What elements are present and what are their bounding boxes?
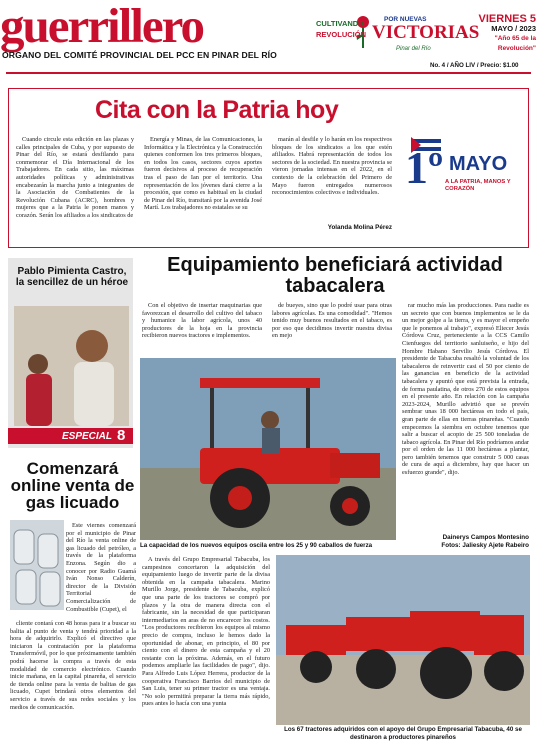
tobacco-col-4-text: A través del Grupo Empresarial Tabacuba, los campesinos concertaron la adquisición del equipamiento luego de invertir parte de la divisa obtenida en la campaña tabacalera. Marino Murillo Jorge, presidente de Tabacuba, explicó que una parte de los tractores se compró por plazos y la otra de manera directa con el fabricante, sin la necesidad de que participaran intermediarios en aras de no encarecer los costos. "Los productores recibieron los equipos al mismo precio de compra, incluso le hemos dado la oportunidad de abonar, en principio, el 80 por ciento con el dinero de esta campaña y el 20 restante con la próxima. Además, en el futuro podemos ampliarle las facilidades de pago", dijo. Para Alfredo Luis López Herrera, productor de la cooperativa Francisco Barrios del municipio de San Luis, tener su primer tractor es una ventaja. "No solo permitirá preparar la tierra más rápido, pues antes lo hacía con una yunta — [142, 556, 270, 708]
page-reference: 8 — [117, 427, 126, 444]
campaign-left-1: CULTIVANDO — [316, 19, 365, 28]
sidebar-title[interactable]: Pablo Pimienta Castro, la sencillez de un héroe — [15, 266, 129, 288]
credit-photographer: Fotos: Jaliesky Ajete Rabeiro — [441, 542, 529, 549]
campaign-left-2: REVOLUCIÓN — [316, 30, 367, 39]
issue-day: VIERNES 5 — [478, 13, 536, 25]
anniversary-label: "Año 65 de la Revolución" — [494, 35, 536, 52]
tobacco-col-1-text: Con el objetivo de insertar maquinarias que favorezcan el desarrollo del cultivo del tabaco y humanice la labor agrícola, unos 40 productores de la hoja en la provincia recibieron nuevos tractores e implementos. — [142, 302, 262, 340]
campaign-main: VICTORIAS — [372, 22, 480, 43]
photo-caption-2: Los 67 tractores adquiridos con el apoyo del Grupo Empresarial Tabacuba, 40 se destinaron a productores pinareños — [284, 726, 522, 741]
lead-col-1 — [16, 136, 134, 220]
tractor-photo-1 — [140, 358, 396, 540]
story-credit — [404, 534, 529, 550]
masthead-rule — [6, 72, 531, 74]
gas-col-2-text: cliente contará con 48 horas para ir a buscar su balita al punto de venta y tendrá prioridad a la hora de adquirirlo. Explicó el directivo que iniciaron la contratación por la plataforma Transfermóvil, por lo que próximamente también podrá hacerse la compra a través de esta modalidad de comercio electrónico. Cuando inicie mañana, en la capital pinareña, el servicio de tienda online para la venta de balitas de gas licuado, Cupet brindará otros elementos del servicio a través de sus redes sociales y los medios de comunicación. — [10, 620, 136, 711]
portrait-illustration — [14, 306, 129, 426]
gas-cylinders-photo — [10, 520, 64, 610]
credit-author: Dainerys Campos Montesino — [442, 534, 529, 541]
lead-col-2-text: Energía y Minas, de las Comunicaciones, la Informática y la Electrónica y la Construcción quienes conformen los tres primeros bloques, en todos los casos, sectores cuyos aportes fueron decisivos al proceso de recuperación tras el paso de Ian por el territorio. Una representación de los jóvenes dará cierre a la procesión, que como es habitual en la ciudad de Pinar del Río, transitará por la avenida José Martí. Los trabajadores no estatales se su — [144, 136, 262, 212]
tobacco-col-1 — [142, 302, 262, 340]
date-block — [458, 14, 536, 54]
lead-col-3 — [272, 136, 392, 197]
mayo-slogan: A LA PATRIA, MANOS Y CORAZÓN — [445, 179, 511, 192]
issue-month: MAYO / 2023 — [491, 24, 536, 33]
tobacco-headline: Equipamiento beneficiará actividad tabacalera — [167, 254, 503, 297]
tobacco-col-3 — [402, 302, 529, 477]
campaign-left — [316, 18, 378, 40]
tobacco-col-3-text: rar mucho más las producciones. Para nadie es un secreto que con buenos implementos se le da un mejor golpe a la tierra, y es mayor el empeño que le ponemos al trabajo", expresó Eliecer Jesús Córdova Cruz, perteneciente a la CCS Camilo Cienfuegos del territorio sanluiseño, e hijo del Hombre Habano Servilio Jesús Córdova. El presidente de Tabacuba resaltó la voluntad de los tabacaleros de reinvertir casi el 50 por ciento de las ganancias en beneficio de la actividad tabacalera y apuntó que está prevista la entrada, de forma paulatina, de otros 270 de estos equipos en el presente año. En relación con la campaña 2023-2024, Murillo advirtió que se prevén sembrar unas 18 000 hectáreas en todo el país, gran parte de ellas en tierras pinareñas. "Cuando empecemos la siembra en octubre tenemos que salir a buscar el acopio de 25 500 toneladas de tabaco agrícola. En Pinar del Río podríamos andar por el orden de las 11 000 hectáreas a plantar, pero también tenemos que construir 5 000 casas de cura de aquí a diciembre, hay que hacer un esfuerzo grande", dijo. — [402, 302, 529, 477]
newspaper-logo: guerrillero — [0, 0, 203, 53]
gas-col-2 — [10, 620, 136, 744]
section-label: ESPECIAL — [62, 431, 113, 442]
tobacco-col-2 — [272, 302, 392, 340]
mayo-number: 1º — [405, 142, 444, 193]
campaign-top: POR NUEVAS — [384, 16, 427, 23]
lead-col-2 — [144, 136, 262, 212]
gas-col-1-text: Este viernes comenzará por el municipio de Pinar del Río la venta online de gas licuado del petróleo, a través de la plataforma Enzona. Según dio a conocer por Radio Guamá Iván Nonso Calderín, director de la División Territorial de Comercialización de Combustible (Cupet), el — [66, 522, 136, 613]
may-day-logo — [405, 135, 523, 215]
tobacco-col-4 — [142, 556, 270, 708]
lead-headline: Cita con la Patria hoy — [95, 96, 339, 124]
gas-col-1 — [66, 522, 136, 620]
gas-headline: Comenzará online venta de gas licuado — [10, 459, 135, 512]
lead-col-3-text: marán al desfile y lo harán en los respectivos bloques de los sindicatos a los que estén afiliados. Habrá representación de todos los sectores de la sociedad. En nuestra provincia se vieron jornadas intensas en el 2022, en el contexto de la celebración del Primero de Mayo fueron entregados numerosos reconocimientos colectivos e individuales. — [272, 136, 392, 197]
issue-info: No. 4 / AÑO LIV / Precio: $1.00 — [430, 62, 519, 69]
campaign-sub: Pinar del Río — [396, 46, 431, 52]
mayo-word: MAYO — [449, 153, 508, 175]
tobacco-col-2-text: de bueyes, sino que lo podré usar para otras labores agrícolas. Es una comodidad". "Hemos tenido muy buenos resultados en el tabaco, es por eso que decidimos invertir nuestra divisa en mejo — [272, 302, 392, 340]
lead-byline: Yolanda Molina Pérez — [327, 224, 392, 231]
photo-caption-1: La capacidad de los nuevos equipos oscila entre los 25 y 90 caballos de fuerza — [140, 542, 373, 549]
hero-photo — [14, 306, 129, 426]
tractor-photo-2 — [276, 555, 530, 725]
masthead-organ: ÓRGANO DEL COMITÉ PROVINCIAL DEL PCC EN PINAR DEL RÍO — [2, 50, 277, 60]
lead-col-1-text: Cuando circule esta edición en las plazas y calles principales de Cuba, y por supuesto de Pinar del Río, se estará desfilando para conmemorar el Día Internacional de los Trabajadores. En cada sitio, las máximas autoridades políticas y administrativas encabezarán la marcha junto a integrantes de la Asociación de Combatientes de la Revolución Cubana (ACRC), hombres y mujeres que a la Patria le ponen manos y corazón. Serán los afiliados a los sindicatos de — [16, 136, 134, 219]
